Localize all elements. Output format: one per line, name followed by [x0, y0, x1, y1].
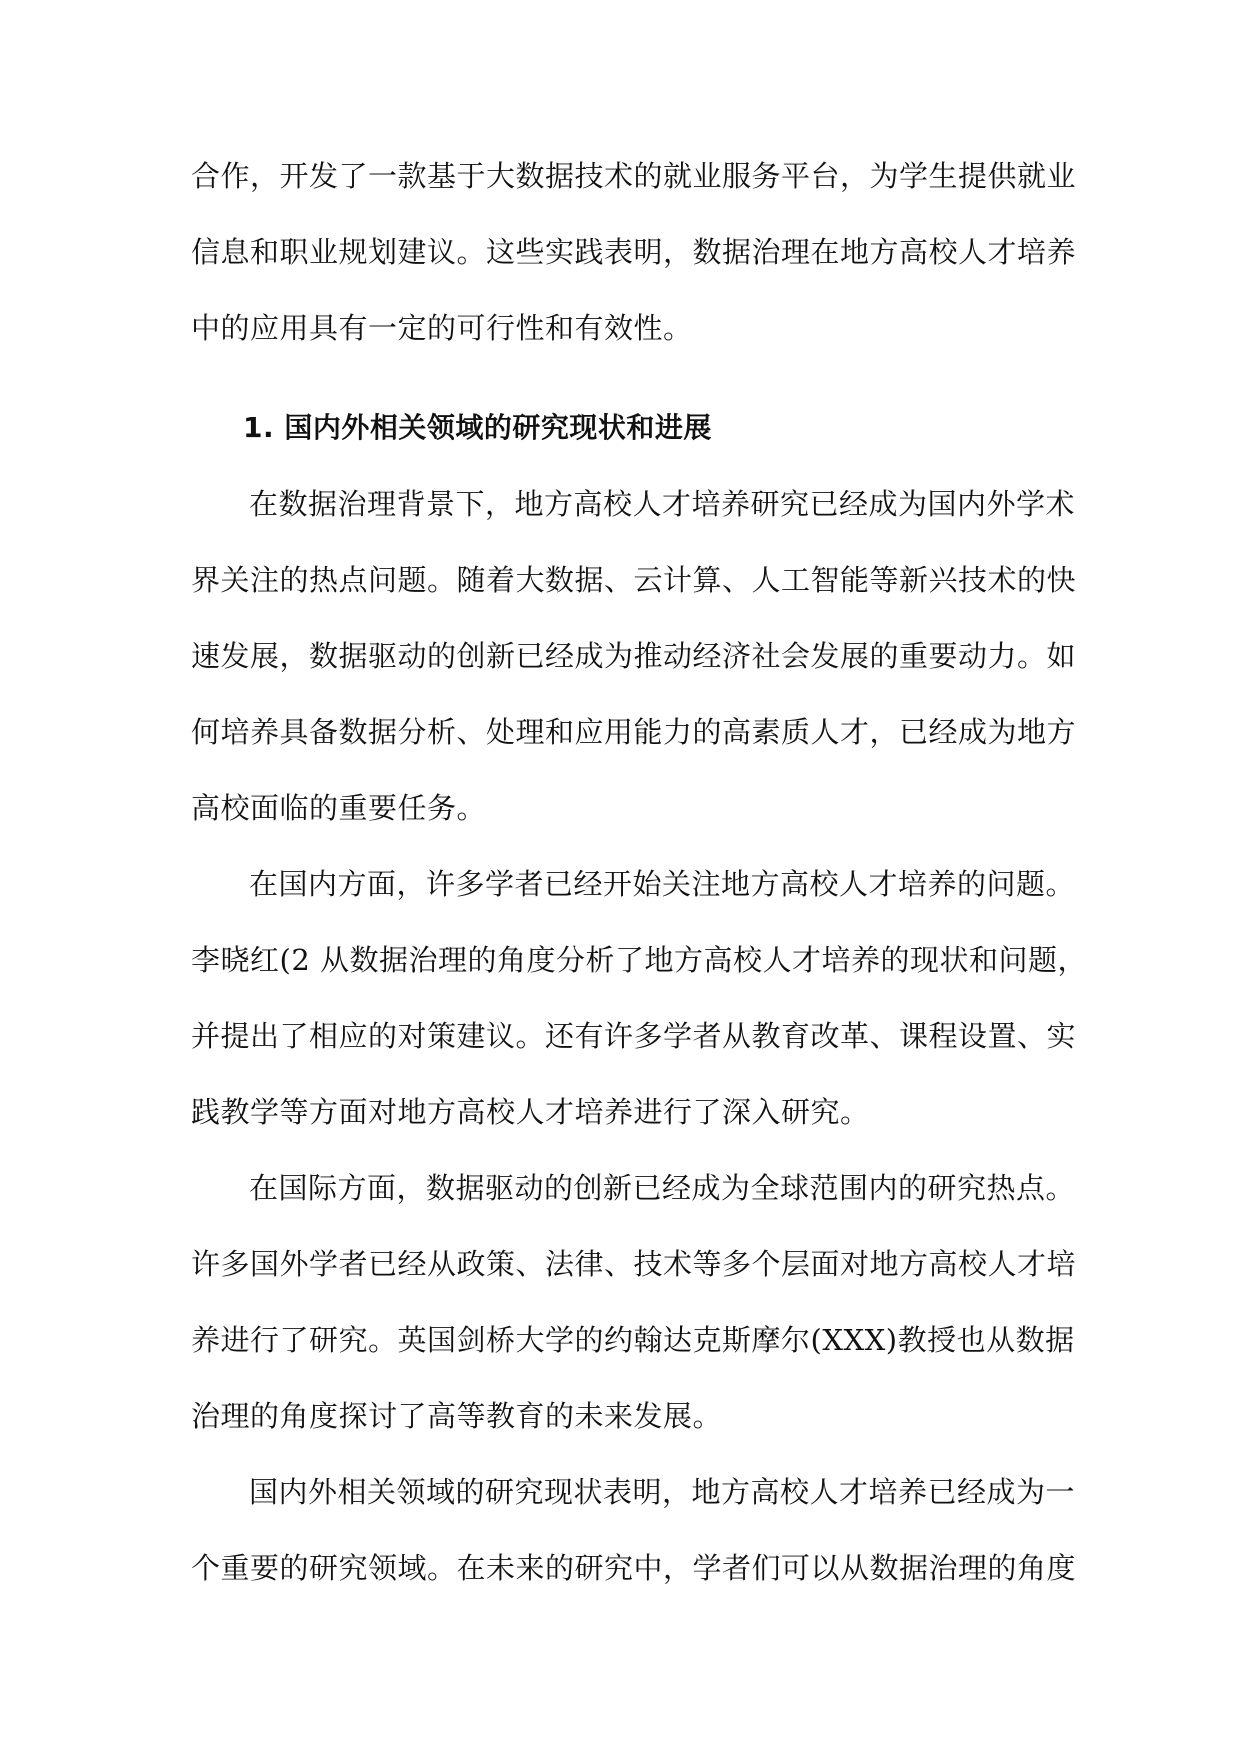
- paragraph: [191, 846, 1087, 1150]
- text-line: 界关注的热点问题。随着大数据、云计算、人工智能等新兴技术的快: [191, 563, 1077, 597]
- text-line: 在数据治理背景下，地方高校人才培养研究已经成为国内外学术: [249, 487, 1076, 521]
- text-line: 李晓红(2 从数据治理的角度分析了地方高校人才培养的现状和问题，: [191, 943, 1087, 977]
- text-line: 治理的角度探讨了高等教育的未来发展。: [191, 1399, 723, 1433]
- paragraph-continuation: [191, 138, 1077, 366]
- text-line: 高校面临的重要任务。: [191, 791, 487, 825]
- text-line: 践教学等方面对地方高校人才培养进行了深入研究。: [191, 1095, 870, 1129]
- text-line: 信息和职业规划建议。这些实践表明，数据治理在地方高校人才培养: [191, 235, 1077, 269]
- document-body: [191, 138, 1087, 1606]
- text-line: 中的应用具有一定的可行性和有效性。: [191, 311, 693, 345]
- text-line: 个重要的研究领域。在未来的研究中，学者们可以从数据治理的角度: [191, 1551, 1077, 1585]
- section-heading: 1. 国内外相关领域的研究现状和进展: [243, 411, 712, 444]
- paragraph: [191, 1150, 1077, 1454]
- section-spacer: [191, 366, 1051, 390]
- paragraph: [191, 466, 1077, 846]
- paragraph: [191, 1454, 1077, 1606]
- text-line: 在国际方面，数据驱动的创新已经成为全球范围内的研究热点。: [249, 1171, 1076, 1205]
- text-line: 并提出了相应的对策建议。还有许多学者从教育改革、课程设置、实: [191, 1019, 1077, 1053]
- text-line: 何培养具备数据分析、处理和应用能力的高素质人才，已经成为地方: [191, 715, 1077, 749]
- text-line: 速发展，数据驱动的创新已经成为推动经济社会发展的重要动力。如: [191, 639, 1077, 673]
- text-line: 许多国外学者已经从政策、法律、技术等多个层面对地方高校人才培: [191, 1247, 1077, 1281]
- text-line: 国内外相关领域的研究现状表明，地方高校人才培养已经成为一: [249, 1475, 1076, 1509]
- text-line: 养进行了研究。英国剑桥大学的约翰达克斯摩尔(XXX)教授也从数据: [191, 1323, 1075, 1357]
- text-line: 合作，开发了一款基于大数据技术的就业服务平台，为学生提供就业: [191, 159, 1077, 193]
- text-line: 在国内方面，许多学者已经开始关注地方高校人才培养的问题。: [249, 867, 1076, 901]
